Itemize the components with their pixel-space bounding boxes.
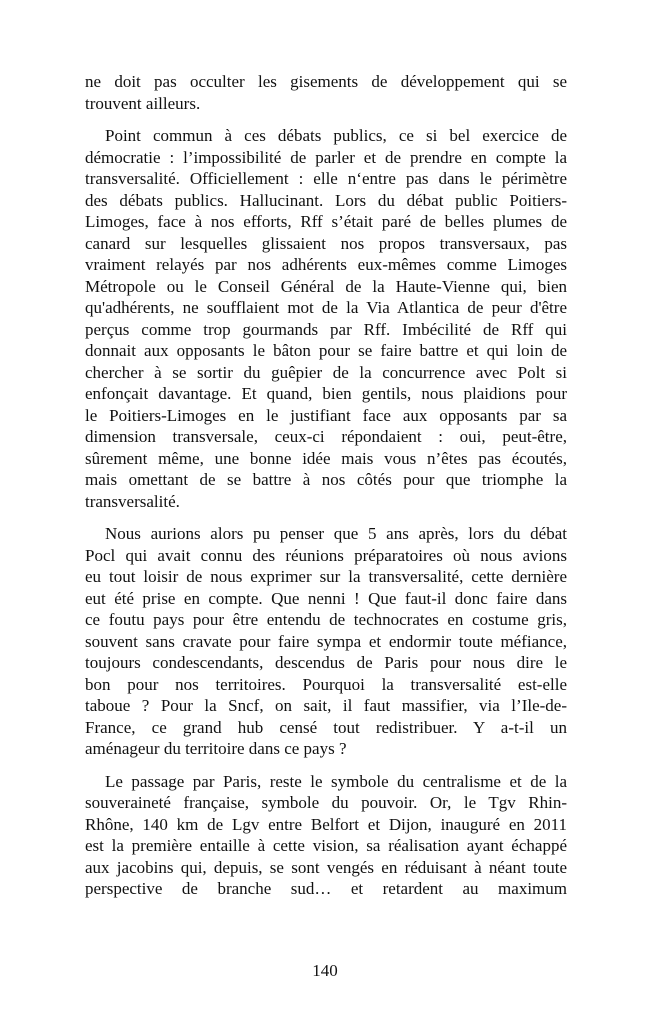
text-line: ce foutu pays pour être entendu de technocrates en costume gris, bbox=[85, 610, 567, 629]
page-body bbox=[85, 71, 567, 911]
text-line: taboue ? Pour la Sncf, on sait, il faut massifier, via l’Ile-de- bbox=[85, 696, 567, 715]
text-line: donnait aux opposants le bâton pour se faire battre et qui loin de bbox=[85, 341, 567, 360]
text-line: France, ce grand hub censé tout redistribuer. Y a-t-il un bbox=[85, 717, 567, 737]
text-line: Pocl qui avait connu des réunions préparatoires où nous avions bbox=[85, 545, 567, 565]
text-line: enfonçait davantage. Et quand, bien gentils, nous plaidions pour bbox=[85, 384, 567, 403]
text-line: est la première entaille à cette vision, sa réalisation ayant échappé bbox=[85, 836, 567, 855]
text-line: transversalité. Officiellement : elle n‘entre pas dans le périmètre bbox=[85, 169, 567, 188]
text-line: le Poitiers-Limoges en le justifiant face aux opposants par sa bbox=[85, 405, 567, 425]
text-line: ne doit pas occulter les gisements de développement qui se bbox=[85, 72, 567, 91]
page-number: 140 bbox=[312, 961, 338, 980]
text-line: trouvent ailleurs. bbox=[85, 93, 201, 113]
text-line: aménageur du territoire dans ce pays ? bbox=[85, 739, 347, 758]
text-line: toujours condescendants, descendus de Paris pour nous dire le bbox=[85, 653, 567, 672]
text-line: des débats publics. Hallucinant. Lors du débat public Poitiers- bbox=[85, 190, 567, 210]
text-line: bon pour nos territoires. Pourquoi la transversalité est-elle bbox=[85, 674, 567, 694]
text-line: vraiment relayés par nos adhérents eux-mêmes comme Limoges bbox=[85, 255, 567, 274]
paragraph bbox=[85, 71, 567, 114]
text-line: Le passage par Paris, reste le symbole du centralisme et de la bbox=[105, 771, 567, 791]
text-line: Point commun à ces débats publics, ce si bel exercice de bbox=[105, 126, 567, 145]
text-line: chercher à se sortir du guêpier de la concurrence avec Polt si bbox=[85, 362, 567, 382]
text-line: mais omettant de se battre à nos côtés pour que triomphe la bbox=[85, 470, 567, 489]
text-line: démocratie : l’impossibilité de parler et de prendre en compte la bbox=[85, 147, 567, 167]
text-line: souvent sans cravate pour faire sympa et endormir toute méfiance, bbox=[85, 631, 567, 651]
text-line: aux jacobins qui, depuis, se sont vengés en réduisant à néant toute bbox=[85, 857, 567, 877]
text-line: perspective de branche sud… et retardent au maximum bbox=[85, 879, 567, 898]
text-line: perçus comme trop gourmands par Rff. Imbécilité de Rff qui bbox=[85, 319, 567, 339]
paragraph bbox=[85, 523, 567, 760]
text-line: transversalité. bbox=[85, 491, 180, 511]
text-line: Métropole ou le Conseil Général de la Haute-Vienne qui, bien bbox=[85, 276, 567, 296]
text-line: sûrement même, une bonne idée mais vous n’êtes pas écoutés, bbox=[85, 448, 567, 468]
text-line: eu tout loisir de nous exprimer sur la transversalité, cette dernière bbox=[85, 567, 567, 586]
text-line: souveraineté française, symbole du pouvoir. Or, le Tgv Rhin- bbox=[85, 793, 567, 812]
text-line: Nous aurions alors pu penser que 5 ans après, lors du débat bbox=[105, 524, 567, 543]
text-line: Rhône, 140 km de Lgv entre Belfort et Dijon, inauguré en 2011 bbox=[85, 814, 567, 834]
paragraph bbox=[85, 125, 567, 512]
paragraph bbox=[85, 771, 567, 900]
text-line: eut été prise en compte. Que nenni ! Que faut-il donc faire dans bbox=[85, 588, 567, 608]
text-line: dimension transversale, ceux-ci répondaient : oui, peut-être, bbox=[85, 427, 567, 446]
text-line: qu'adhérents, ne soufflaient mot de la Via Atlantica de peur d'être bbox=[85, 298, 567, 317]
text-line: Limoges, face à nos efforts, Rff s’était paré de belles plumes de bbox=[85, 212, 567, 231]
text-line: canard sur lesquelles glissaient nos propos transversaux, pas bbox=[85, 233, 567, 253]
